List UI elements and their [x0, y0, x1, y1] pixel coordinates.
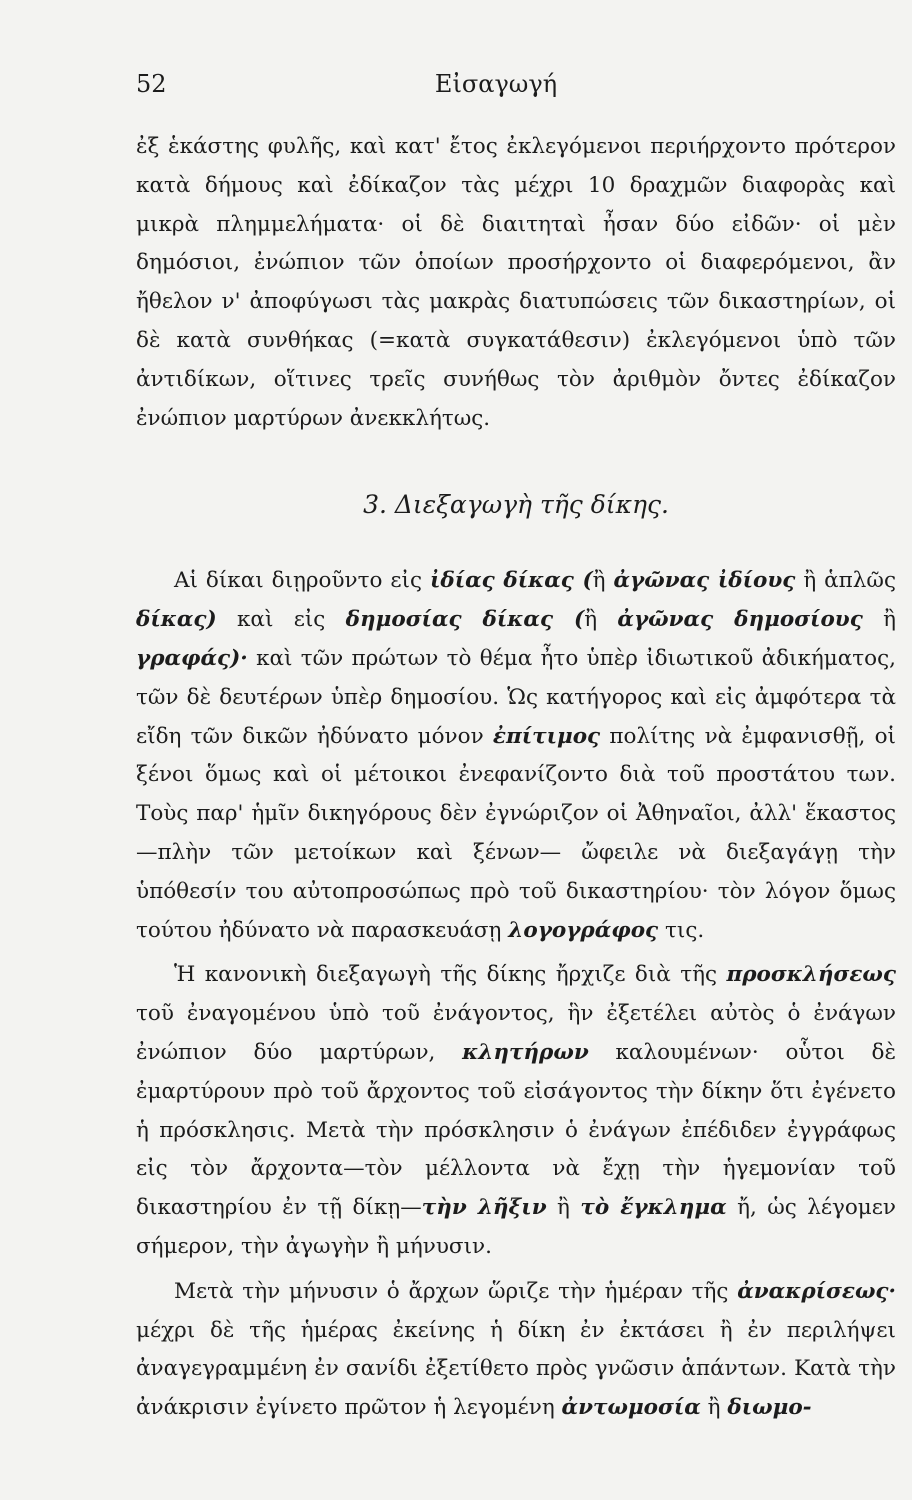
emphasized-term: ἀντωμοσία — [561, 1395, 701, 1421]
emphasized-term: δίκας) — [136, 607, 217, 633]
emphasized-term: ἀγῶνας δημοσίους — [617, 607, 863, 633]
emphasized-term: διωμο- — [727, 1395, 812, 1421]
paragraph-1: ἐξ ἑκάστης φυλῆς, καὶ κατ' ἔτος ἐκλεγόμενοι περιήρχοντο πρότερον κατὰ δήμους καὶ ἐδίκαζον τὰς μέχρι 10 δραχμῶν διαφορὰς καὶ μικρὰ πλημμελήματα· οἱ δὲ διαιτηταὶ ἦσαν δύο εἰδῶν· οἱ μὲν δημόσιοι, ἐνώπιον τῶν ὁποίων προσήρχοντο οἱ διαφερόμενοι, ἂν ἤθελον ν' ἀποφύγωσι τὰς μακρὰς διατυπώσεις τῶν δικαστηρίων, οἱ δὲ κατὰ συνθήκας (=κατὰ συγκατάθεσιν) ἐκλεγόμενοι ὑπὸ τῶν ἀντιδίκων, οἵτινες τρεῖς συνήθως τὸν ἀριθμὸν ὄντες ἐδίκαζον ἐνώπιον μαρτύρων ἀνεκκλήτως. — [136, 134, 896, 431]
emphasized-term: λογογράφος — [508, 917, 659, 943]
emphasized-term: ἀγῶνας ἰδίους — [613, 568, 796, 594]
paragraph-3 — [136, 956, 896, 1266]
running-title: Εἰσαγωγή — [434, 70, 558, 98]
text-run: Μετὰ τὴν μήνυσιν ὁ ἄρχων ὥριζε τὴν ἡμέραν τῆς — [174, 1278, 738, 1304]
text-run: καὶ εἰς — [216, 607, 346, 633]
emphasized-term: τὴν λῆξιν — [421, 1195, 547, 1221]
emphasized-term: προσκλήσεως — [726, 962, 896, 988]
emphasized-term: ἐπίτιμος — [492, 723, 601, 749]
text-run: Αἱ δίκαι διῃροῦντο εἰς — [174, 568, 430, 594]
emphasized-term: ἰδίας δίκας ( — [429, 568, 593, 594]
text-run: καὶ τῶν πρώτων τὸ θέμα ἦτο ὑπὲρ ἰδιωτικοῦ ἀδικήματος, τῶν δὲ δευτέρων ὑπὲρ δημοσίου. Ὡς κατήγορος καὶ εἰς ἀμφότερα τὰ εἴδη τῶν δικῶν ἠδύνατο μόνον — [136, 645, 896, 749]
emphasized-term: δημοσίας δίκας ( — [345, 607, 585, 633]
paragraph-2 — [136, 562, 896, 950]
emphasized-term: τὸ ἔγκλημα — [580, 1195, 727, 1221]
text-run: ἢ ἁπλῶς — [795, 568, 897, 594]
text-run: Ἡ κανονικὴ διεξαγωγὴ τῆς δίκης ἤρχιζε διὰ τῆς — [174, 962, 727, 988]
page-header — [136, 70, 776, 106]
text-run: πολίτης νὰ ἐμφανισθῇ, οἱ ξένοι ὅμως καὶ οἱ μέτοικοι ἐνεφανίζοντο διὰ τοῦ προστάτου των. Τοὺς παρ' ἡμῖν δικηγόρους δὲν ἐγνώριζον οἱ Ἀθηναῖοι, ἀλλ' ἕκαστος—πλὴν τῶν μετοίκων καὶ ξένων— ὤφειλε νὰ διεξαγάγῃ τὴν ὑπόθεσίν του αὐτοπροσώπως πρὸ τοῦ δικαστηρίου· τὸν λόγον ὅμως τούτου ἠδύνατο νὰ παρασκευάσῃ — [136, 723, 896, 943]
text-run: ἢ — [862, 607, 897, 633]
text-run: ἢ — [700, 1395, 728, 1421]
paragraph-4 — [136, 1273, 896, 1428]
page-number: 52 — [136, 70, 167, 98]
page-body — [136, 128, 896, 1428]
text-run: τοῦ ἐναγομένου ὑπὸ τοῦ ἐνάγοντος, ἣν ἐξετέλει αὐτὸς ὁ ἐνάγων ἐνώπιον δύο μαρτύρων, — [136, 1001, 896, 1065]
text-run: ἤ, ὡς λέγομεν σήμερον, τὴν ἀγωγὴν ἢ μήνυσιν. — [136, 1195, 896, 1259]
emphasized-term: κλητήρων — [462, 1039, 589, 1065]
emphasized-term: ἀνακρίσεως· — [737, 1278, 896, 1304]
section-heading: 3. Διεξαγωγὴ τῆς δίκης. — [363, 490, 669, 520]
text-run: μέχρι δὲ τῆς ἡμέρας ἐκείνης ἡ δίκη ἐν ἐκτάσει ἢ ἐν περιλήψει ἀναγεγραμμένη ἐν σανίδι ἐξετίθετο πρὸς γνῶσιν ἁπάντων. Κατὰ τὴν ἀνάκρισιν ἐγίνετο πρῶτον ἡ λεγομένη — [136, 1317, 896, 1421]
text-run: ἢ — [546, 1195, 581, 1221]
text-run: καλουμένων· οὗτοι δὲ ἐμαρτύρουν πρὸ τοῦ ἄρχοντος τοῦ εἰσάγοντος τὴν δίκην ὅτι ἐγένετο ἡ πρόσκλησις. Μετὰ τὴν πρόσκλησιν ὁ ἐνάγων ἐπέδιδεν ἐγγράφως εἰς τὸν ἄρχοντα—τὸν μέλλοντα νὰ ἔχῃ τὴν ἡγεμονίαν τοῦ δικαστηρίου ἐν τῇ δίκῃ— — [136, 1039, 896, 1221]
text-run: τις. — [658, 917, 705, 943]
text-run: ἢ — [584, 607, 618, 633]
text-run: ἢ — [592, 568, 614, 594]
emphasized-term: γραφάς)· — [136, 645, 248, 671]
